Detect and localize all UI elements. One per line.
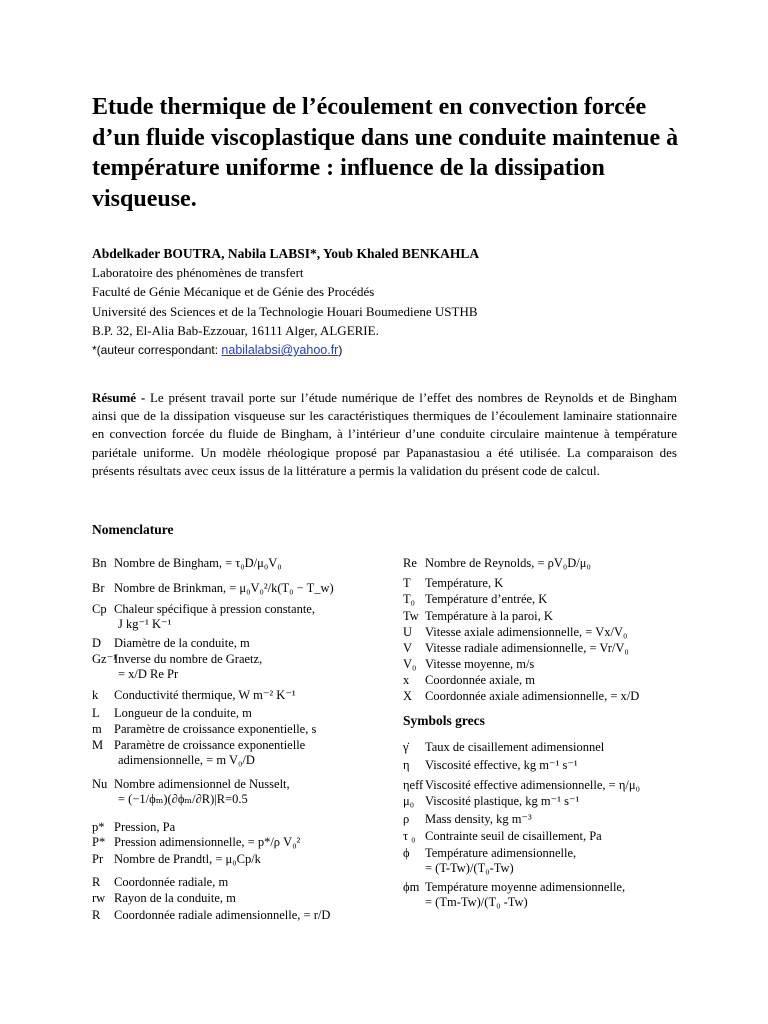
abstract-label: Résumé -	[92, 390, 146, 405]
nomenclature-symbol: U	[403, 625, 413, 639]
nomenclature-symbol: R	[92, 908, 101, 922]
nomenclature-symbol: η	[403, 758, 410, 772]
nomenclature-definition: Nombre de Prandtl, = μ₀Cp/k	[114, 852, 261, 866]
nomenclature-definition: Taux de cisaillement adimensionnel	[425, 740, 605, 754]
nomenclature-symbol: T	[403, 576, 411, 590]
affiliation-line-1: Laboratoire des phénomènes de transfert	[92, 265, 304, 280]
nomenclature-definition-continued: J kg⁻¹ K⁻¹	[118, 617, 172, 631]
nomenclature-symbol: x	[403, 673, 410, 687]
nomenclature-definition: Nombre adimensionnel de Nusselt,	[114, 777, 290, 791]
nomenclature-definition: Chaleur spécifique à pression constante,	[114, 602, 315, 616]
nomenclature-symbol: Pr	[92, 852, 104, 866]
nomenclature-symbol: L	[92, 706, 100, 720]
nomenclature-definition: Vitesse moyenne, m/s	[425, 657, 535, 671]
affiliation-line-2: Faculté de Génie Mécanique et de Génie des Procédés	[92, 284, 375, 300]
nomenclature-definition: Température d’entrée, K	[425, 592, 548, 606]
nomenclature-definition: Contrainte seuil de cisaillement, Pa	[425, 829, 602, 843]
nomenclature-definition: Température moyenne adimensionnelle,	[425, 880, 626, 894]
nomenclature-definition: Pression, Pa	[114, 820, 176, 834]
nomenclature-symbol: ϕm	[403, 880, 420, 894]
nomenclature-definition: Conductivité thermique, W m⁻² K⁻¹	[114, 688, 296, 702]
nomenclature-symbol: M	[92, 738, 104, 752]
corresponding-prefix: *(auteur correspondant:	[92, 343, 222, 358]
abstract-text: Le présent travail porte sur l’étude numérique de l’effet des nombres de Reynolds et de Bingham ainsi que de la dissipation visqueuse sur les caractéristiques thermiques de l’écoulement laminaire stationnaire en convection forcée du fluide de Bingham, à l’intérieur d’une conduite circulaire maintenue à température pariétale uniforme. Un modèle rhéologique proposé par Papanastasiou a été utilisée. La comparaison des présents résultats avec ceux issus de la littérature a permis la validation du présent code de calcul.	[92, 390, 677, 478]
nomenclature-definition-continued: = (T-Tw)/(T₀-Tw)	[425, 861, 514, 875]
nomenclature-symbol: V	[403, 641, 413, 655]
nomenclature-symbol: Tw	[403, 609, 419, 623]
nomenclature-symbol: τ ₀	[403, 829, 416, 843]
nomenclature-symbol: k	[92, 688, 99, 702]
nomenclature-definition: Paramètre de croissance exponentielle, s	[114, 722, 317, 736]
nomenclature-definition-continued: adimensionnelle, = m V₀/D	[118, 753, 255, 767]
nomenclature-symbol: Bn	[92, 556, 107, 570]
nomenclature-symbol: ρ	[403, 812, 410, 826]
nomenclature-definition: Viscosité plastique, kg m⁻¹ s⁻¹	[425, 794, 580, 808]
nomenclature-symbol: γ̇	[403, 740, 409, 754]
affiliation-line-4: B.P. 32, El-Alia Bab-Ezzouar, 16111 Alger, ALGERIE.	[92, 322, 379, 338]
nomenclature-heading: Nomenclature	[92, 522, 174, 537]
nomenclature-definition-continued: = (−1/ϕₘ)(∂ϕₘ/∂R)|R=0.5	[118, 792, 248, 806]
nomenclature-definition: Viscosité effective, kg m⁻¹ s⁻¹	[425, 758, 578, 772]
nomenclature-symbol: Nu	[92, 777, 108, 791]
corresponding-author-line	[92, 340, 478, 360]
nomenclature-definition: Vitesse radiale adimensionnelle, = Vr/V₀	[425, 641, 629, 655]
nomenclature-definition: Vitesse axiale adimensionnelle, = Vx/V₀	[425, 625, 628, 639]
nomenclature-definition: Nombre de Bingham, = τ₀D/μ₀V₀	[114, 556, 282, 570]
nomenclature-definition: Viscosité effective adimensionnelle, = η/μ₀	[425, 778, 640, 792]
nomenclature-definition: Mass density, kg m⁻³	[425, 812, 532, 826]
nomenclature-definition: Diamètre de la conduite, m	[114, 636, 250, 650]
nomenclature-symbol: Re	[403, 556, 417, 570]
nomenclature-symbol: Cp	[92, 602, 107, 616]
affiliation-line-3: Université des Sciences et de la Technologie Houari Boumediene USTHB	[92, 303, 478, 319]
nomenclature-symbol: D	[92, 636, 102, 650]
abstract	[92, 389, 677, 480]
nomenclature-symbol: p*	[92, 820, 105, 834]
author-list: Abdelkader BOUTRA, Nabila LABSI*, Youb Khaled BENKAHLA	[92, 246, 480, 261]
email-link[interactable]: nabilalabsi@yahoo.fr	[221, 343, 339, 358]
nomenclature-symbol: Gz⁻¹	[92, 652, 117, 666]
nomenclature-definition: Nombre de Brinkman, = μ₀V₀²/k(T₀ − T_w)	[114, 581, 334, 595]
nomenclature-symbol: μ₀	[403, 794, 415, 808]
nomenclature-symbol: V₀	[403, 657, 417, 671]
nomenclature-symbol: ηeff	[403, 778, 424, 792]
nomenclature-definition: Pression adimensionnelle, = p*/ρ V₀²	[114, 835, 301, 849]
nomenclature-symbol: Br	[92, 581, 105, 595]
nomenclature-definition: Coordonnée radiale adimensionnelle, = r/D	[114, 908, 331, 922]
nomenclature-definition: Température à la paroi, K	[425, 609, 553, 623]
nomenclature-definition: Température, K	[425, 576, 504, 590]
nomenclature-symbol: R	[92, 875, 101, 889]
nomenclature-definition: Nombre de Reynolds, = ρV₀D/μ₀	[425, 556, 591, 570]
nomenclature-definition: Coordonnée axiale adimensionnelle, = x/D	[425, 689, 640, 703]
nomenclature-symbol: X	[403, 689, 413, 703]
nomenclature-symbol: T₀	[403, 592, 415, 606]
nomenclature-definition: Inverse du nombre de Graetz,	[114, 652, 263, 666]
nomenclature-definition: Coordonnée radiale, m	[114, 875, 229, 889]
corresponding-suffix: )	[338, 343, 343, 358]
nomenclature-definition: Coordonnée axiale, m	[425, 673, 536, 687]
nomenclature-definition: Longueur de la conduite, m	[114, 706, 252, 720]
affiliation-block	[92, 263, 478, 360]
nomenclature-definition: Paramètre de croissance exponentielle	[114, 738, 306, 752]
nomenclature-definition: Température adimensionnelle,	[425, 846, 577, 860]
nomenclature-definition: Rayon de la conduite, m	[114, 891, 236, 905]
nomenclature-symbol: ϕ	[403, 846, 410, 860]
greek-symbols-heading: Symbols grecs	[403, 713, 485, 728]
paper-title: Etude thermique de l’écoulement en convection forcée d’un fluide viscoplastique dans une conduite maintenue à température uniforme : influence de la dissipation visqueuse.	[92, 94, 679, 212]
nomenclature-definition-continued: = x/D Re Pr	[118, 667, 179, 681]
nomenclature-symbol: P*	[92, 835, 106, 849]
nomenclature-symbol: rw	[92, 891, 106, 905]
nomenclature-definition-continued: = (Tm-Tw)/(T₀ -Tw)	[425, 895, 528, 909]
nomenclature-symbol: m	[92, 722, 102, 736]
